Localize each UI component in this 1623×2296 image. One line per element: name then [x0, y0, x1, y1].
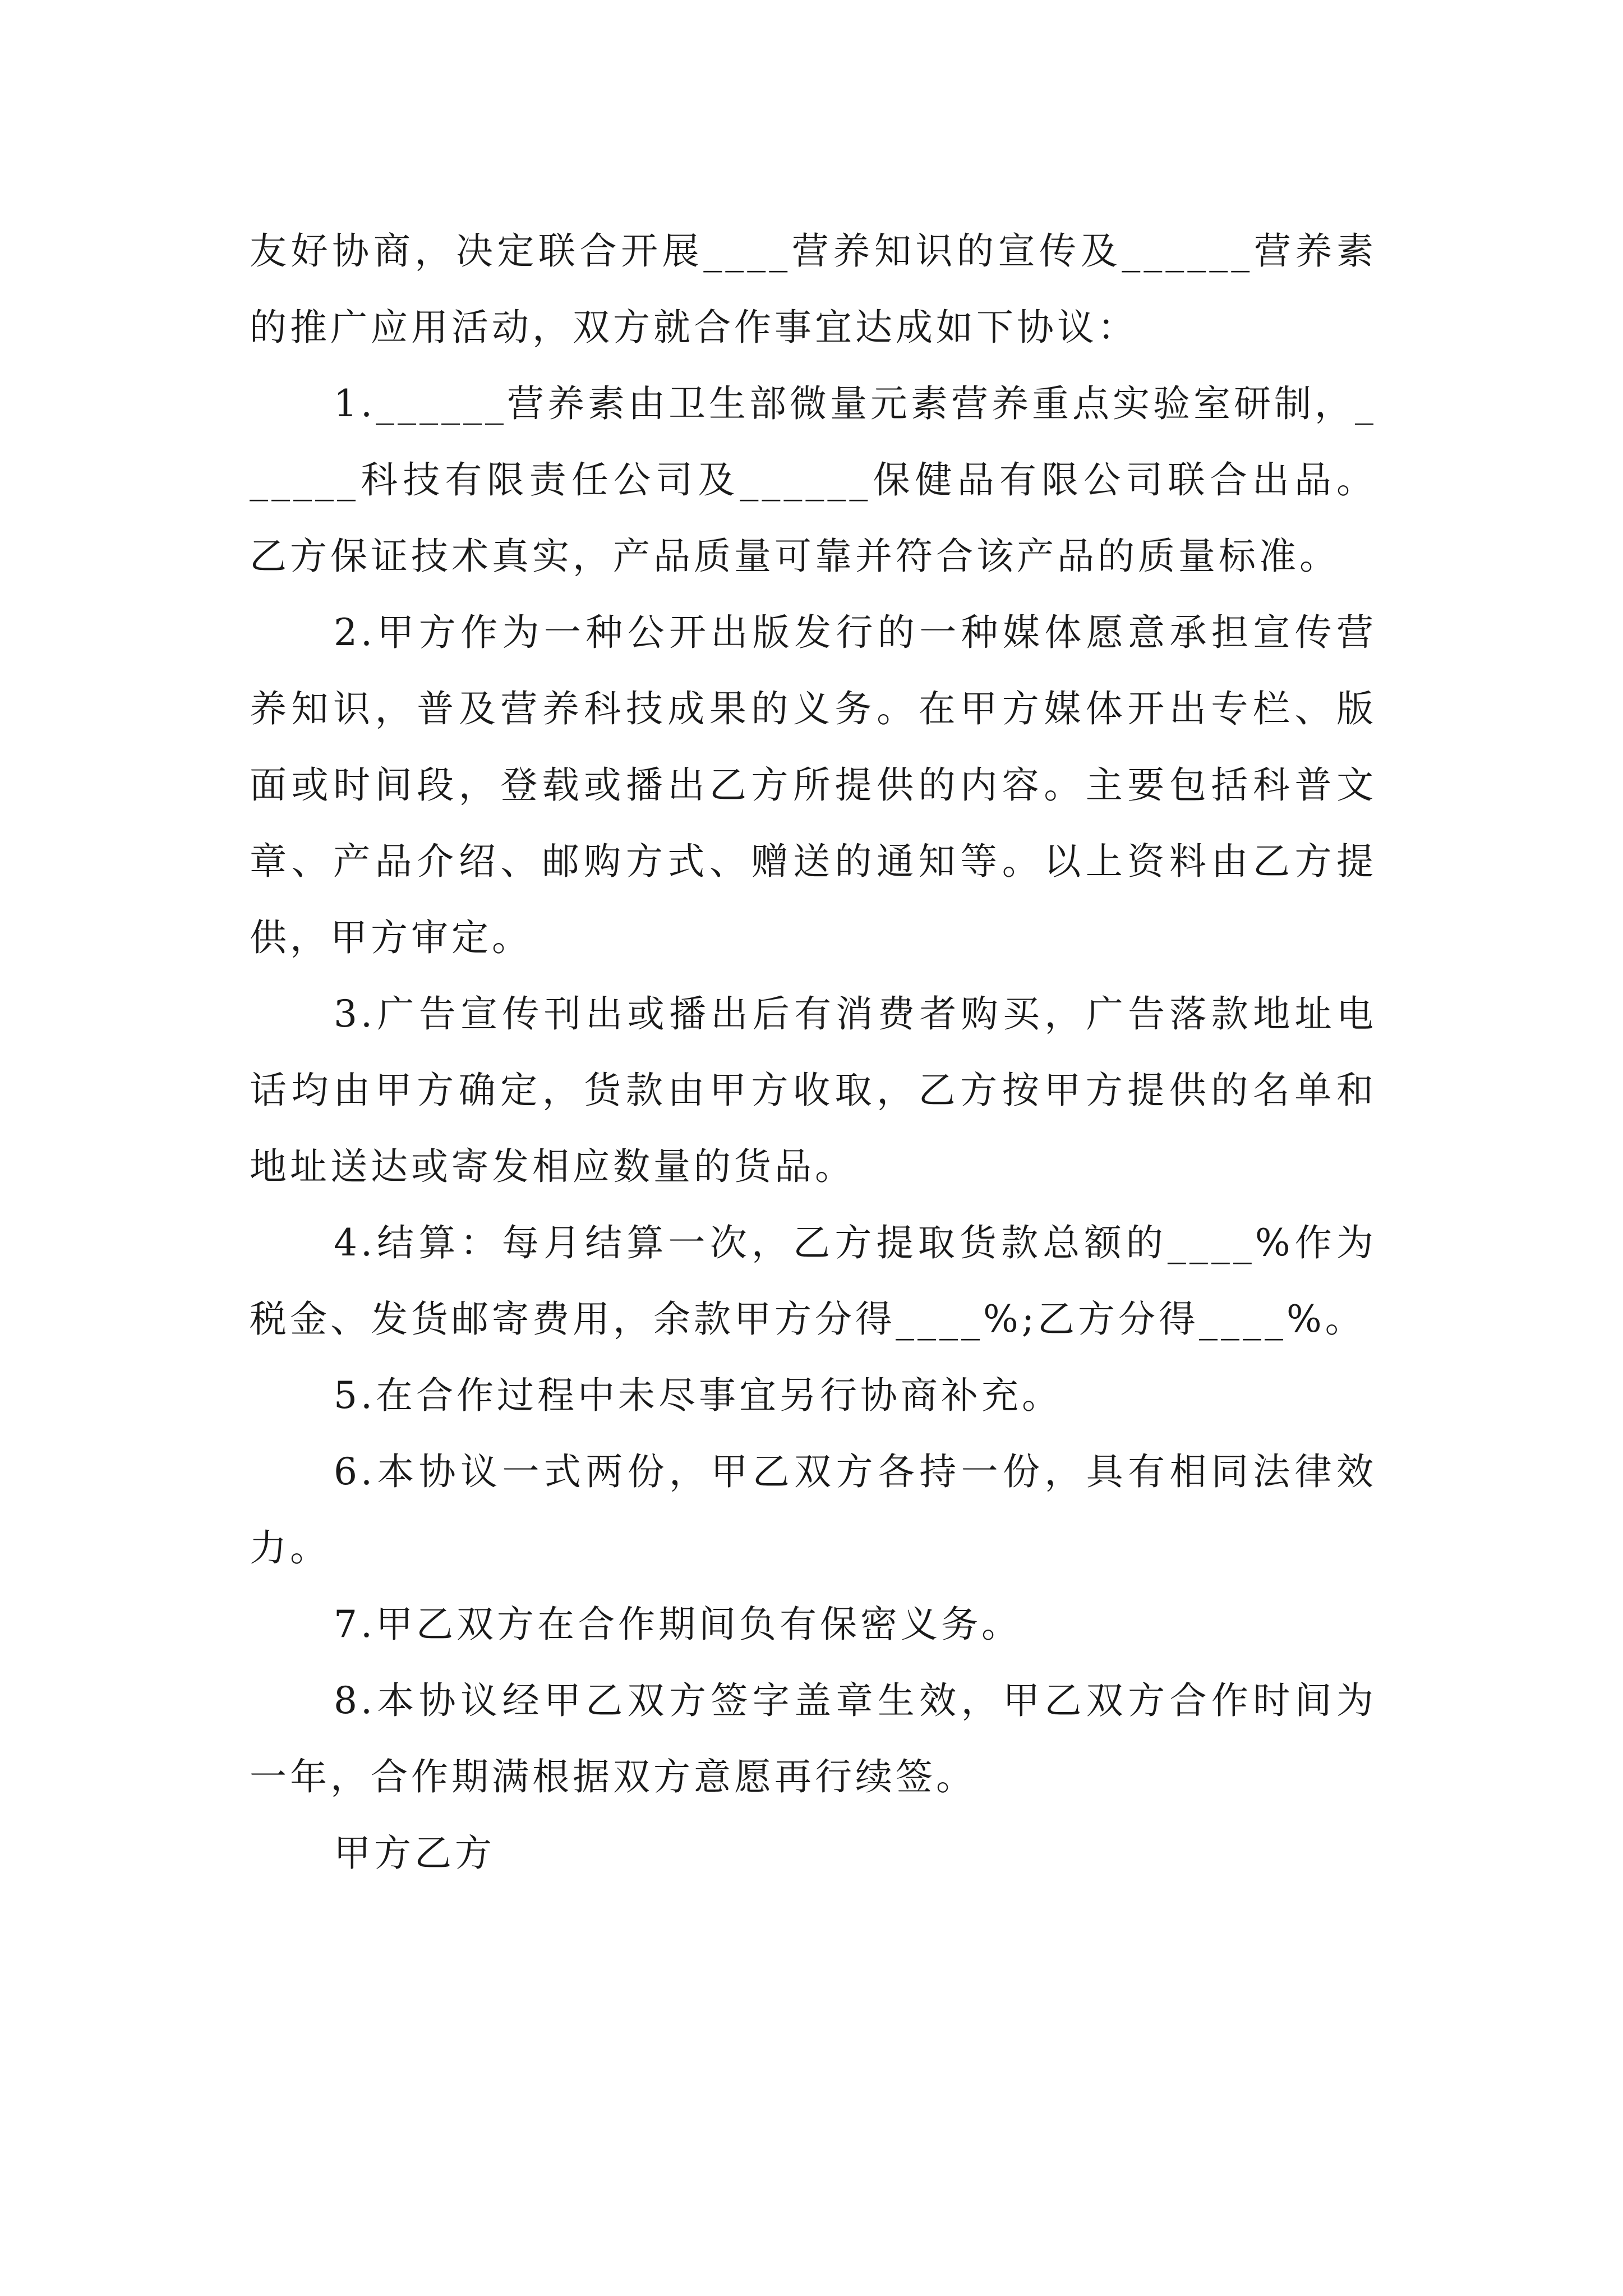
clause-3-paragraph: 3.广告宣传刊出或播出后有消费者购买，广告落款地址电话均由甲方确定，货款由甲方收取，乙方按甲方提供的名单和地址送达或寄发相应数量的货品。: [250, 992, 1377, 1188]
clause-4-paragraph: 4.结算：每月结算一次，乙方提取货款总额的____%作为税金、发货邮寄费用，余款甲方分得____%;乙方分得____%。: [250, 1221, 1377, 1341]
intro-paragraph: 友好协商，决定联合开展____营养知识的宣传及______营养素的推广应用活动，双方就合作事宜达成如下协议：: [250, 229, 1377, 349]
clause-5-paragraph: 5.在合作过程中未尽事宜另行协商补充。: [334, 1374, 1062, 1417]
document-body: [250, 213, 1377, 1892]
clause-2-paragraph: 2.甲方作为一种公开出版发行的一种媒体愿意承担宣传营养知识，普及营养科技成果的义务。在甲方媒体开出专栏、版面或时间段，登载或播出乙方所提供的内容。主要包括科普文章、产品介绍、邮购方式、赠送的通知等。以上资料由乙方提供，甲方审定。: [250, 611, 1377, 959]
clause-8-paragraph: 8.本协议经甲乙双方签字盖章生效，甲乙双方合作时间为一年，合作期满根据双方意愿再行续签。: [250, 1679, 1377, 1798]
clause-6-paragraph: 6.本协议一式两份，甲乙双方各持一份，具有相同法律效力。: [250, 1450, 1377, 1570]
clause-1-paragraph: 1.______营养素由卫生部微量元素营养重点实验室研制，______科技有限责任公司及______保健品有限公司联合出品。乙方保证技术真实，产品质量可靠并符合该产品的质量标准。: [250, 382, 1377, 578]
signature-line: 甲方乙方: [334, 1832, 495, 1875]
clause-7-paragraph: 7.甲乙双方在合作期间负有保密义务。: [334, 1603, 1022, 1646]
